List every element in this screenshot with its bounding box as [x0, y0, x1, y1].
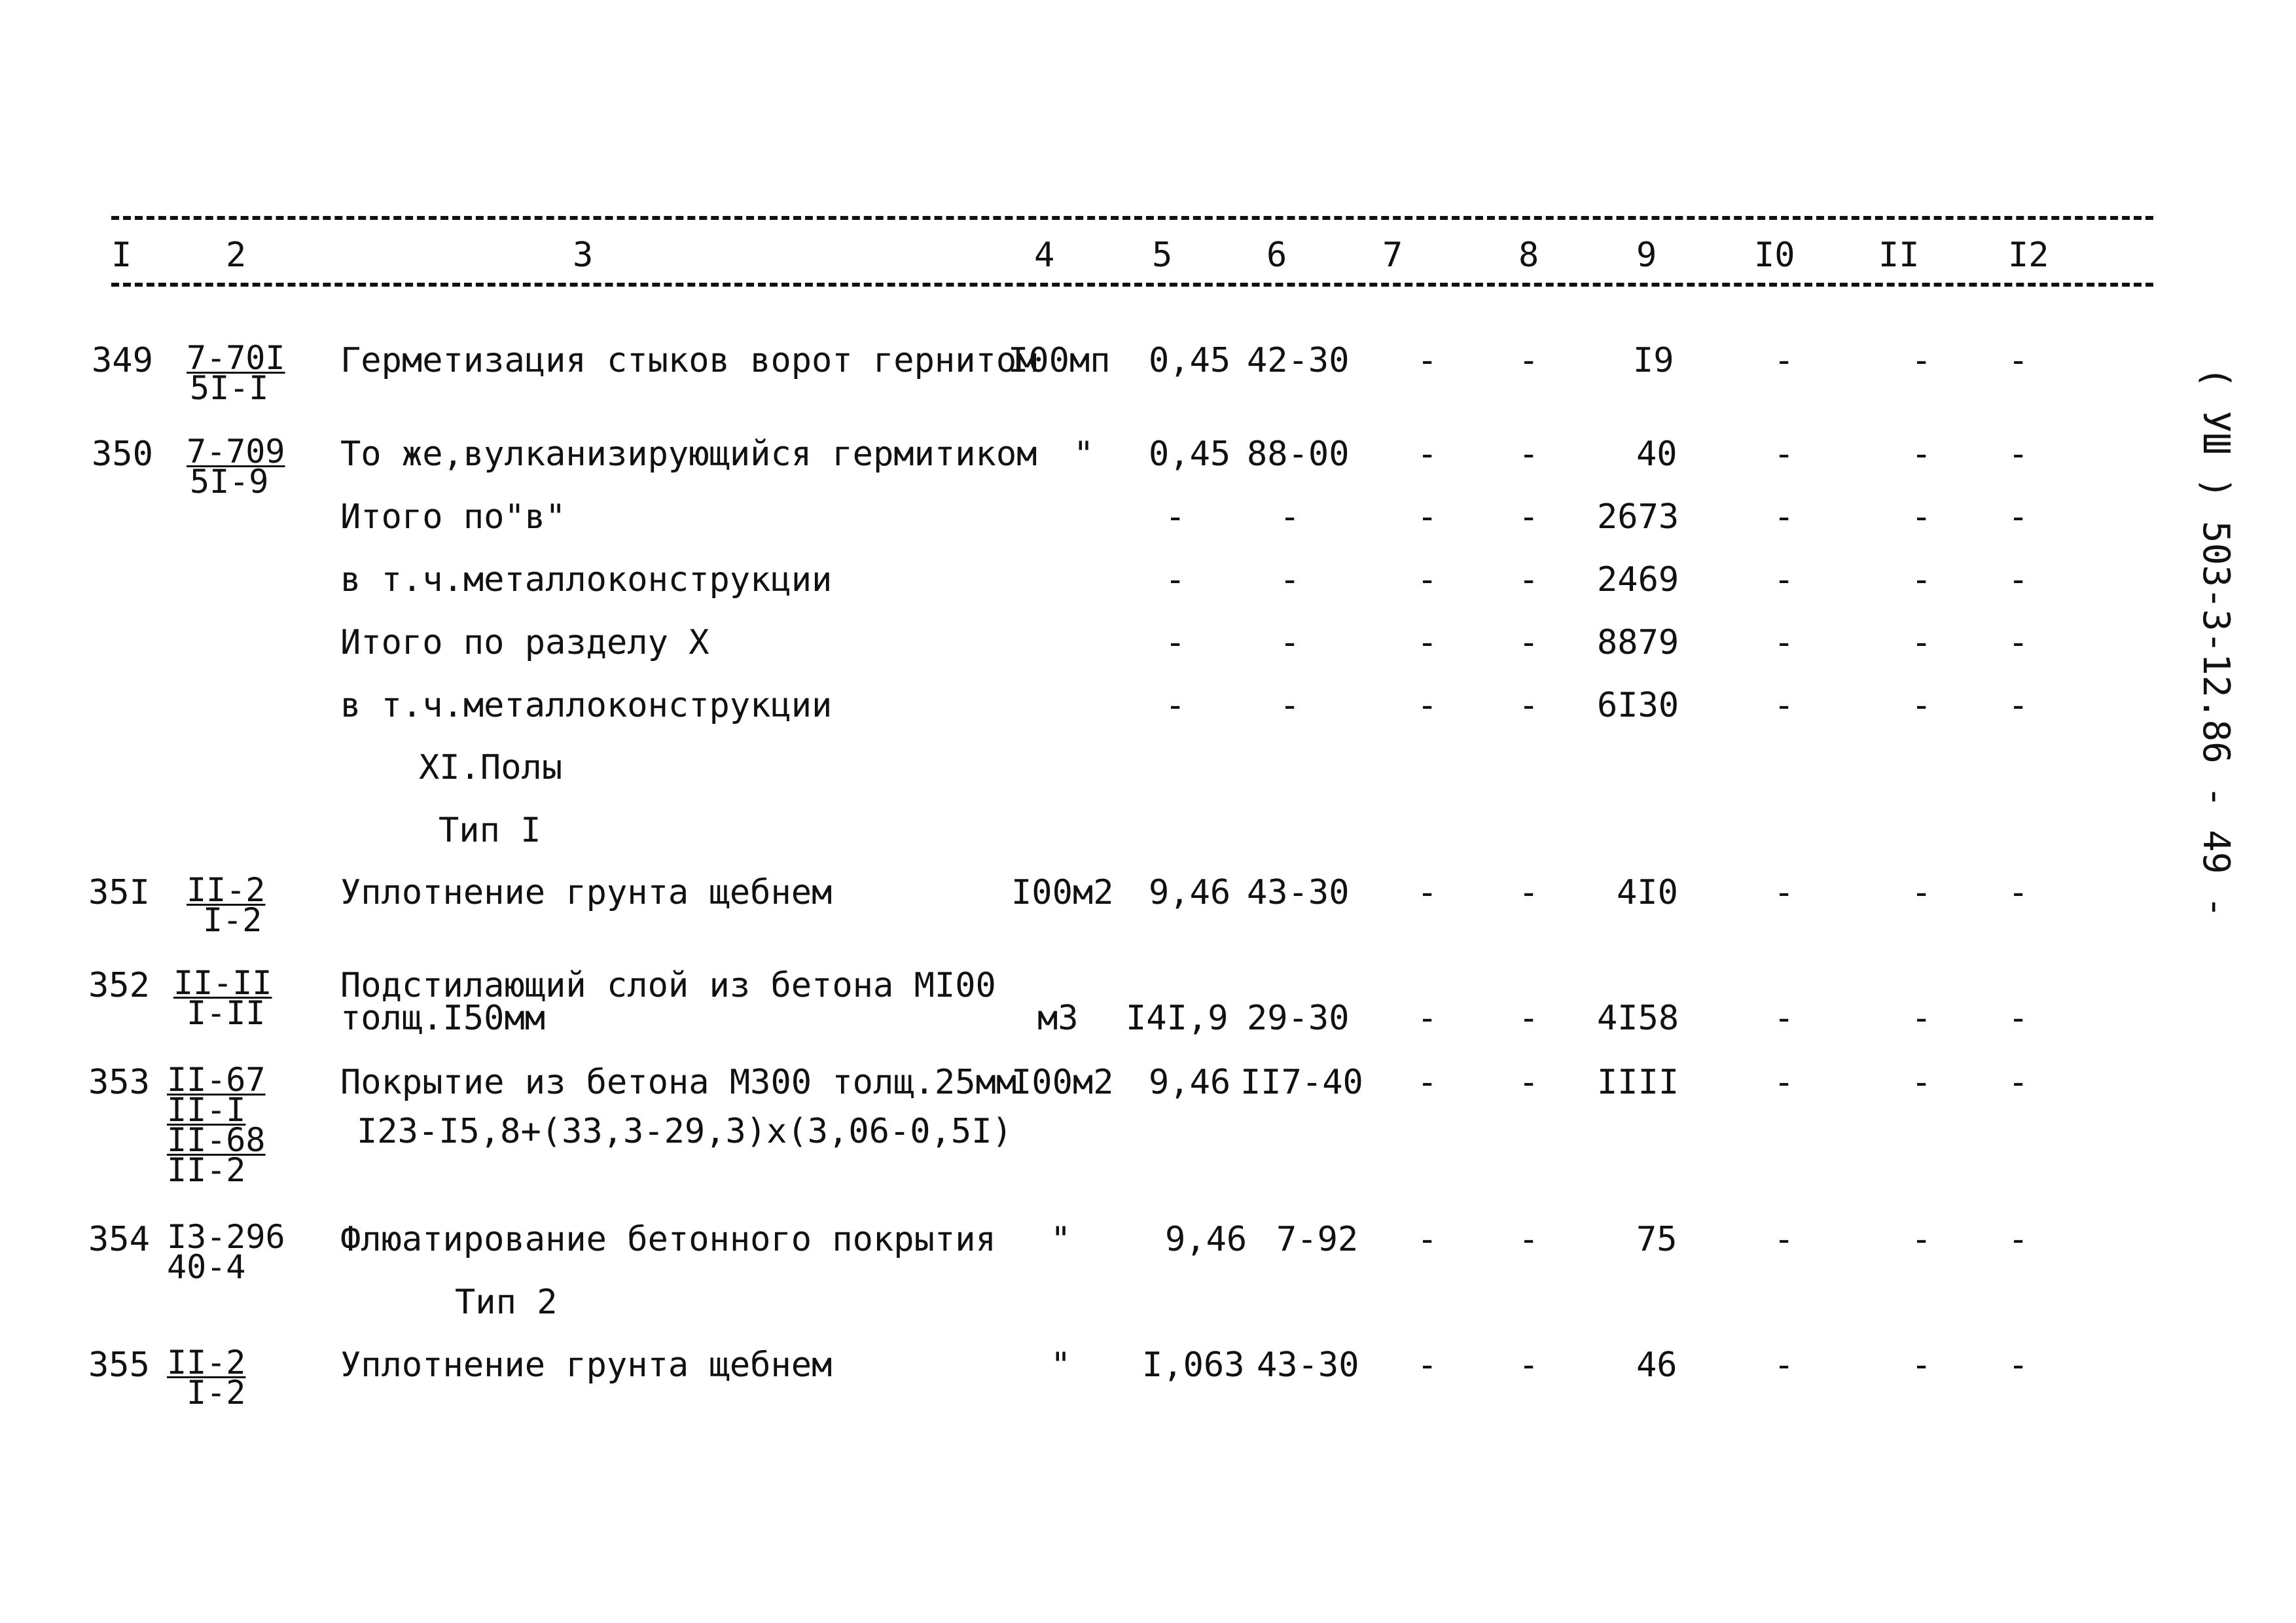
unit-price: -: [1280, 497, 1300, 537]
work-name: Флюатирование бетонного покрытия: [340, 1220, 996, 1259]
value-col-11: -: [1911, 497, 1932, 537]
column-header-3: 3: [573, 236, 594, 275]
norm-code: I-2: [203, 901, 262, 939]
value-col-10: -: [1774, 1346, 1795, 1385]
value-col-11: -: [1911, 1063, 1932, 1102]
value-col-11: -: [1911, 1346, 1932, 1385]
quantity: 0,45: [1149, 435, 1231, 474]
norm-code: I-2: [187, 1374, 246, 1412]
norm-code: 40-4: [167, 1248, 246, 1286]
unit-price: -: [1280, 686, 1300, 725]
unit: ": [1050, 1220, 1071, 1259]
total-cost: IIII: [1597, 1063, 1679, 1102]
total-cost: 40: [1636, 435, 1677, 474]
row-number: 355: [88, 1346, 150, 1385]
unit: ": [1050, 1346, 1071, 1385]
column-header-9: 9: [1636, 236, 1657, 275]
unit-price: 43-30: [1247, 873, 1350, 912]
quantity: 9,46: [1165, 1220, 1247, 1259]
unit-price: 88-00: [1247, 435, 1350, 474]
value-col-7: -: [1417, 623, 1438, 662]
unit-price: -: [1280, 560, 1300, 599]
value-col-8: -: [1518, 999, 1539, 1038]
value-col-10: -: [1774, 560, 1795, 599]
unit: ": [1073, 435, 1094, 474]
row-number: 35I: [88, 873, 150, 912]
subtotal-label: Итого по разделу X: [340, 623, 709, 662]
work-name: Подстилающий слой из бетона МI00: [340, 966, 996, 1005]
norm-code: II-2: [167, 1344, 246, 1382]
quantity: 9,46: [1149, 1063, 1231, 1102]
header-top-rule: [111, 216, 2153, 220]
quantity: -: [1165, 497, 1186, 537]
total-cost: 6I30: [1597, 686, 1679, 725]
norm-code: II-67: [167, 1061, 266, 1099]
norm-code: 5I-9: [190, 463, 269, 501]
norm-code: II-68: [167, 1121, 266, 1159]
row-number: 352: [88, 966, 150, 1005]
value-col-10: -: [1774, 686, 1795, 725]
value-col-12: -: [2008, 341, 2029, 380]
unit: I00мп: [1008, 341, 1111, 380]
value-col-8: -: [1518, 435, 1539, 474]
value-col-11: -: [1911, 341, 1932, 380]
value-col-8: -: [1518, 873, 1539, 912]
row-number: 354: [88, 1220, 150, 1259]
value-col-10: -: [1774, 999, 1795, 1038]
norm-code: I3-296: [167, 1218, 285, 1256]
unit-price: 43-30: [1257, 1346, 1359, 1385]
value-col-8: -: [1518, 1346, 1539, 1385]
value-col-7: -: [1417, 1063, 1438, 1102]
total-cost: 75: [1636, 1220, 1677, 1259]
value-col-7: -: [1417, 497, 1438, 537]
value-col-12: -: [2008, 1346, 2029, 1385]
row-number: 353: [88, 1063, 150, 1102]
column-header-1: I: [111, 236, 132, 275]
value-col-7: -: [1417, 1220, 1438, 1259]
value-col-12: -: [2008, 497, 2029, 537]
value-col-8: -: [1518, 341, 1539, 380]
row-number: 350: [92, 435, 153, 474]
value-col-8: -: [1518, 560, 1539, 599]
value-col-10: -: [1774, 873, 1795, 912]
column-header-8: 8: [1518, 236, 1539, 275]
work-name: Герметизация стыков ворот гернитом: [340, 341, 1037, 380]
norm-code: 7-70I: [187, 339, 285, 377]
value-col-11: -: [1911, 623, 1932, 662]
value-col-11: -: [1911, 686, 1932, 725]
value-col-11: -: [1911, 1220, 1932, 1259]
value-col-7: -: [1417, 435, 1438, 474]
value-col-11: -: [1911, 873, 1932, 912]
section-subheading: Тип I: [439, 811, 541, 850]
header-bottom-rule: [111, 283, 2153, 287]
value-col-8: -: [1518, 686, 1539, 725]
total-cost: 4I0: [1617, 873, 1678, 912]
value-col-8: -: [1518, 1220, 1539, 1259]
unit: м3: [1037, 999, 1079, 1038]
total-cost: 2673: [1597, 497, 1679, 537]
work-name-continued: толщ.I50мм: [340, 999, 546, 1038]
total-cost: 8879: [1597, 623, 1679, 662]
value-col-10: -: [1774, 497, 1795, 537]
column-header-5: 5: [1152, 236, 1173, 275]
value-col-12: -: [2008, 1063, 2029, 1102]
norm-code: II-I: [167, 1091, 246, 1129]
column-header-7: 7: [1382, 236, 1403, 275]
value-col-11: -: [1911, 435, 1932, 474]
quantity: I4I,9: [1126, 999, 1229, 1038]
value-col-12: -: [2008, 999, 2029, 1038]
quantity: 0,45: [1149, 341, 1231, 380]
value-col-10: -: [1774, 623, 1795, 662]
calculation-formula: I23-I5,8+(33,3-29,3)x(3,06-0,5I): [357, 1112, 1013, 1151]
value-col-10: -: [1774, 1063, 1795, 1102]
work-name: То же,вулканизирующийся гермитиком: [340, 435, 1037, 474]
norm-code: 5I-I: [190, 369, 269, 407]
value-col-12: -: [2008, 623, 2029, 662]
value-col-12: -: [2008, 686, 2029, 725]
work-name: Покрытие из бетона М300 толщ.25мм: [340, 1063, 1017, 1102]
value-col-7: -: [1417, 1346, 1438, 1385]
norm-code: II-II: [173, 964, 272, 1002]
column-header-12: I2: [2008, 236, 2049, 275]
row-number: 349: [92, 341, 153, 380]
norm-code: II-2: [167, 1151, 246, 1189]
value-col-7: -: [1417, 873, 1438, 912]
work-name: Уплотнение грунта щебнем: [340, 873, 833, 912]
value-col-7: -: [1417, 686, 1438, 725]
page-number-stamp: ( УШ ) 503-3-12.86 - 49 -: [2195, 366, 2237, 918]
column-header-10: I0: [1754, 236, 1795, 275]
unit: I00м2: [1011, 873, 1114, 912]
value-col-7: -: [1417, 999, 1438, 1038]
value-col-8: -: [1518, 1063, 1539, 1102]
value-col-12: -: [2008, 873, 2029, 912]
section-subheading: Тип 2: [455, 1283, 558, 1322]
value-col-10: -: [1774, 1220, 1795, 1259]
quantity: I,063: [1142, 1346, 1245, 1385]
quantity: -: [1165, 686, 1186, 725]
unit-price: 42-30: [1247, 341, 1350, 380]
norm-code: II-2: [187, 871, 266, 909]
value-col-12: -: [2008, 1220, 2029, 1259]
value-col-12: -: [2008, 560, 2029, 599]
value-col-8: -: [1518, 623, 1539, 662]
value-col-8: -: [1518, 497, 1539, 537]
value-col-11: -: [1911, 560, 1932, 599]
column-header-6: 6: [1266, 236, 1287, 275]
value-col-7: -: [1417, 341, 1438, 380]
total-cost: 2469: [1597, 560, 1679, 599]
quantity: 9,46: [1149, 873, 1231, 912]
value-col-12: -: [2008, 435, 2029, 474]
unit: I00м2: [1011, 1063, 1114, 1102]
total-cost: 4I58: [1597, 999, 1679, 1038]
quantity: -: [1165, 560, 1186, 599]
subtotal-label: Итого по"в": [340, 497, 566, 537]
unit-price: II7-40: [1240, 1063, 1363, 1102]
subtotal-label: в т.ч.металлоконструкции: [340, 560, 833, 599]
column-header-11: II: [1878, 236, 1920, 275]
total-cost: 46: [1636, 1346, 1677, 1385]
value-col-7: -: [1417, 560, 1438, 599]
work-name: Уплотнение грунта щебнем: [340, 1346, 833, 1385]
column-header-4: 4: [1034, 236, 1055, 275]
subtotal-label: в т.ч.металлоконструкции: [340, 686, 833, 725]
norm-code: I-II: [187, 994, 266, 1032]
unit-price: 29-30: [1247, 999, 1350, 1038]
value-col-10: -: [1774, 435, 1795, 474]
unit-price: 7-92: [1276, 1220, 1359, 1259]
column-header-2: 2: [226, 236, 247, 275]
section-heading: XI.Полы: [419, 748, 563, 787]
quantity: -: [1165, 623, 1186, 662]
value-col-10: -: [1774, 341, 1795, 380]
total-cost: I9: [1633, 341, 1674, 380]
value-col-11: -: [1911, 999, 1932, 1038]
unit-price: -: [1280, 623, 1300, 662]
norm-code: 7-709: [187, 433, 285, 471]
